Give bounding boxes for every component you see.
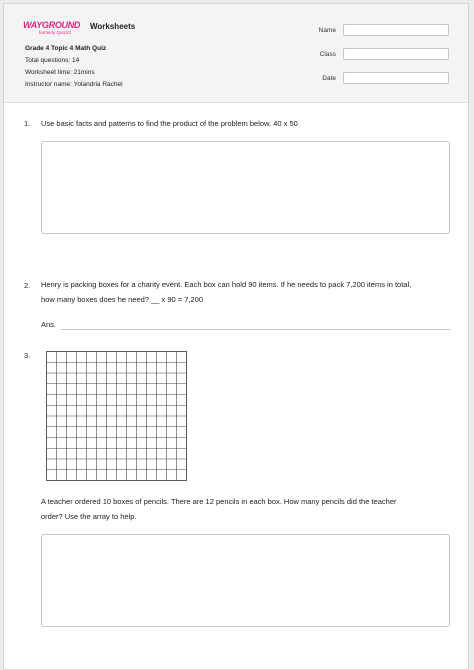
worksheets-label: Worksheets — [90, 22, 136, 31]
question-1-number: 1. — [24, 119, 31, 128]
answer-label: Ans. — [41, 320, 57, 329]
question-2-line-1: Henry is packing boxes for a charity event. Each box can hold 90 items. If he needs to pack 7,200 items in total, — [41, 280, 412, 289]
question-2-line-2: how many boxes does he need? __ x 90 = 7,200 — [41, 295, 203, 304]
date-field[interactable] — [343, 72, 449, 84]
worksheet-time: Worksheet time: 21mins — [25, 69, 95, 76]
name-field[interactable] — [343, 24, 449, 36]
question-3-number: 3. — [24, 351, 31, 360]
wayground-logo — [23, 18, 85, 36]
array-grid-svg — [46, 351, 187, 481]
date-label: Date — [322, 75, 336, 82]
brand-subtitle: formerly Quizizz — [39, 30, 72, 35]
question-3-line-1: A teacher ordered 10 boxes of pencils. There are 12 pencils in each box. How many pencils did the teacher — [41, 497, 397, 506]
answer-line[interactable] — [61, 329, 450, 330]
worksheet-page — [3, 3, 469, 670]
question-3-line-2: order? Use the array to help. — [41, 512, 137, 521]
total-questions: Total questions: 14 — [25, 57, 80, 64]
name-label: Name — [318, 27, 336, 34]
quiz-title: Grade 4 Topic 4 Math Quiz — [25, 45, 107, 52]
array-grid — [46, 351, 187, 481]
brand-wordmark: WAYGROUND — [23, 20, 81, 30]
question-2-text — [41, 277, 451, 307]
worksheet-header — [4, 4, 468, 103]
question-3-text — [41, 494, 451, 524]
question-3-answer-box[interactable] — [41, 534, 450, 627]
question-1-text: Use basic facts and patterns to find the product of the problem below. 40 x 50 — [41, 119, 298, 128]
class-field[interactable] — [343, 48, 449, 60]
instructor-name: Instructor name: Yolandria Rachel — [25, 81, 123, 88]
class-label: Class — [319, 51, 336, 58]
question-1-answer-box[interactable] — [41, 141, 450, 234]
question-2-number: 2. — [24, 281, 31, 290]
